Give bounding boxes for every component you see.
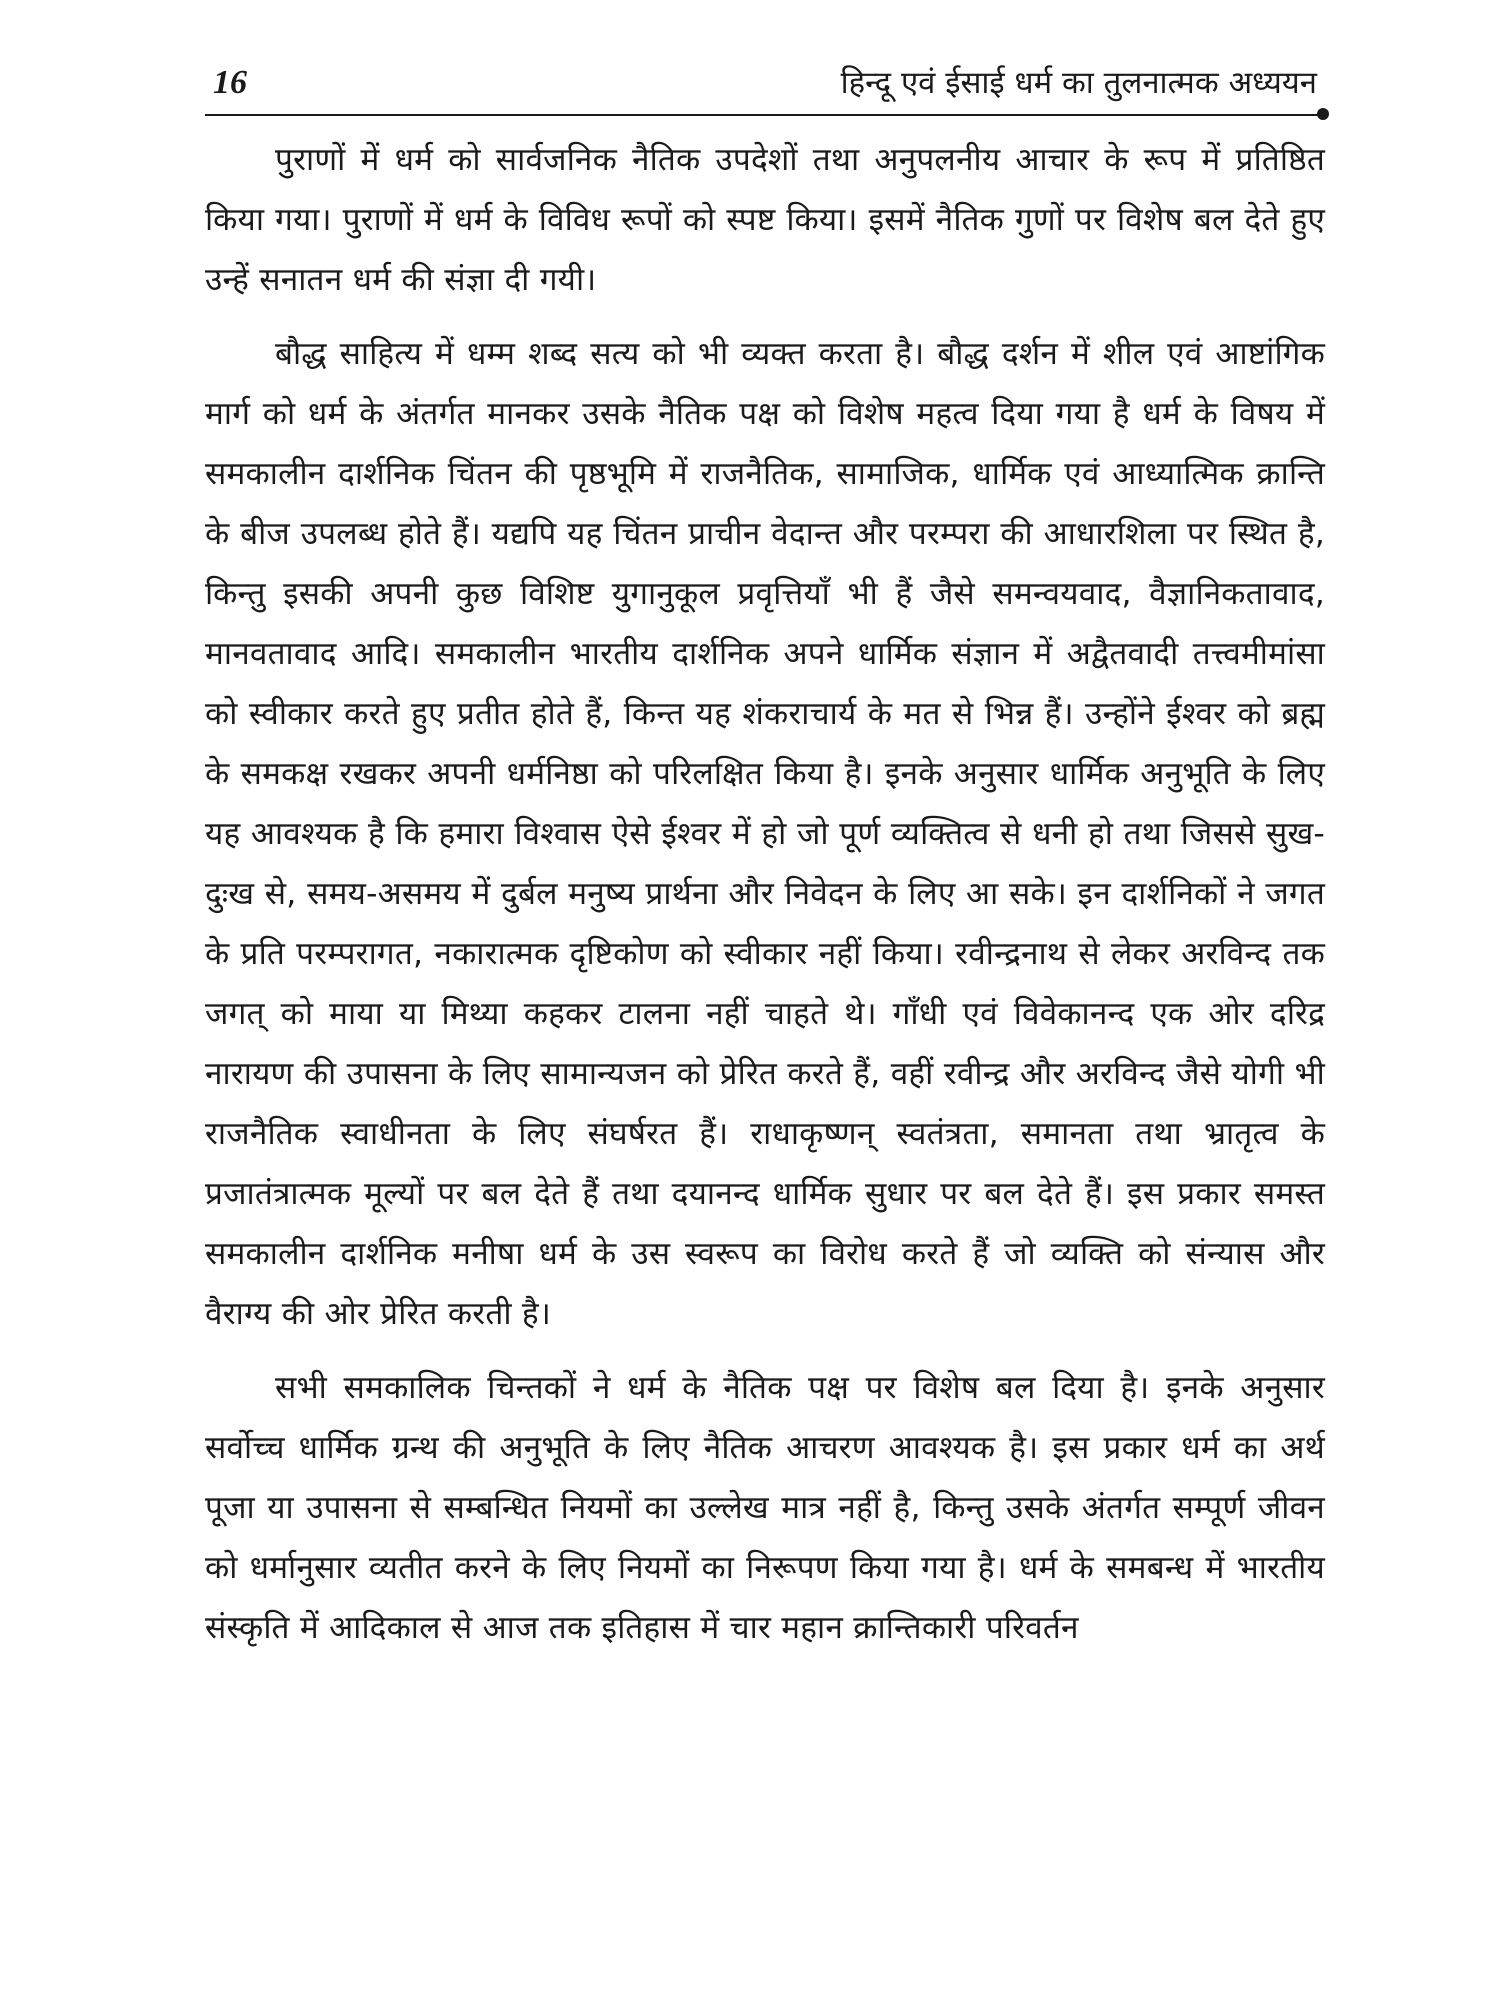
book-page xyxy=(205,58,1325,1958)
page-header xyxy=(205,58,1325,120)
running-title: हिन्दू एवं ईसाई धर्म का तुलनात्मक अध्ययन xyxy=(840,65,1317,101)
page-number: 16 xyxy=(213,64,247,101)
header-rule-dot xyxy=(1317,108,1329,120)
paragraph-puranas: पुराणों में धर्म को सार्वजनिक नैतिक उपदेशों तथा अनुपलनीय आचार के रूप में प्रतिष्ठित किया गया। पुराणों में धर्म के विविध रूपों को स्पष्ट किया। इसमें नैतिक गुणों पर विशेष बल देते हुए उन्हें सनातन धर्म की संज्ञा दी गयी। xyxy=(205,142,1325,298)
paragraph-buddhist-literature: बौद्ध साहित्य में धम्म शब्द सत्य को भी व्यक्त करता है। बौद्ध दर्शन में शील एवं आष्टांगिक मार्ग को धर्म के अंतर्गत मानकर उसके नैतिक पक्ष को विशेष महत्व दिया गया है धर्म के विषय में समकालीन दार्शनिक चिंतन की पृष्ठभूमि में राजनैतिक, सामाजिक, धार्मिक एवं आध्यात्मिक क्रान्ति के बीज उपलब्ध होते हैं। यद्यपि यह चिंतन प्राचीन वेदान्त और परम्परा की आधारशिला पर स्थित है, किन्तु इसकी अपनी कुछ विशिष्ट युगानुकूल प्रवृत्तियाँ भी हैं जैसे समन्वयवाद, वैज्ञानिकतावाद, मानवतावाद आदि। समकालीन भारतीय दार्शनिक अपने धार्मिक संज्ञान में अद्वैतवादी तत्त्वमीमांसा को स्वीकार करते हुए प्रतीत होते हैं, किन्त यह शंकराचार्य के मत से भिन्न हैं। उन्होंने ईश्वर को ब्रह्म के समकक्ष रखकर अपनी धर्मनिष्ठा को परिलक्षित किया है। इनके अनुसार धार्मिक अनुभूति के लिए यह आवश्यक है कि हमारा विश्वास ऐसे ईश्वर में हो जो पूर्ण व्यक्तित्व से धनी हो तथा जिससे सुख-दुःख से, समय-असमय में दुर्बल मनुष्य प्रार्थना और निवेदन के लिए आ सके। इन दार्शनिकों ने जगत के प्रति परम्परागत, नकारात्मक दृष्टिकोण को स्वीकार नहीं किया। रवीन्द्रनाथ से लेकर अरविन्द तक जगत् को माया या मिथ्या कहकर टालना नहीं चाहते थे। गाँधी एवं विवेकानन्द एक ओर दरिद्र नारायण की उपासना के लिए सामान्यजन को प्रेरित करते हैं, वहीं रवीन्द्र और अरविन्द जैसे योगी भी राजनैतिक स्वाधीनता के लिए संघर्षरत हैं। राधाकृष्णन् स्वतंत्रता, समानता तथा भ्रातृत्व के प्रजातंत्रात्मक मूल्यों पर बल देते हैं तथा दयानन्द धार्मिक सुधार पर बल देते हैं। इस प्रकार समस्त समकालीन दार्शनिक मनीषा धर्म के उस स्वरूप का विरोध करते हैं जो व्यक्ति को संन्यास और वैराग्य की ओर प्रेरित करती है। xyxy=(205,336,1325,1332)
body-text xyxy=(205,130,1325,1658)
header-rule xyxy=(205,114,1325,116)
paragraph-contemporary-thinkers: सभी समकालिक चिन्तकों ने धर्म के नैतिक पक्ष पर विशेष बल दिया है। इनके अनुसार सर्वोच्च धार्मिक ग्रन्थ की अनुभूति के लिए नैतिक आचरण आवश्यक है। इस प्रकार धर्म का अर्थ पूजा या उपासना से सम्बन्धित नियमों का उल्लेख मात्र नहीं है, किन्तु उसके अंतर्गत सम्पूर्ण जीवन को धर्मानुसार व्यतीत करने के लिए नियमों का निरूपण किया गया है। धर्म के समबन्ध में भारतीय संस्कृति में आदिकाल से आज तक इतिहास में चार महान क्रान्तिकारी परिवर्तन xyxy=(205,1370,1325,1646)
